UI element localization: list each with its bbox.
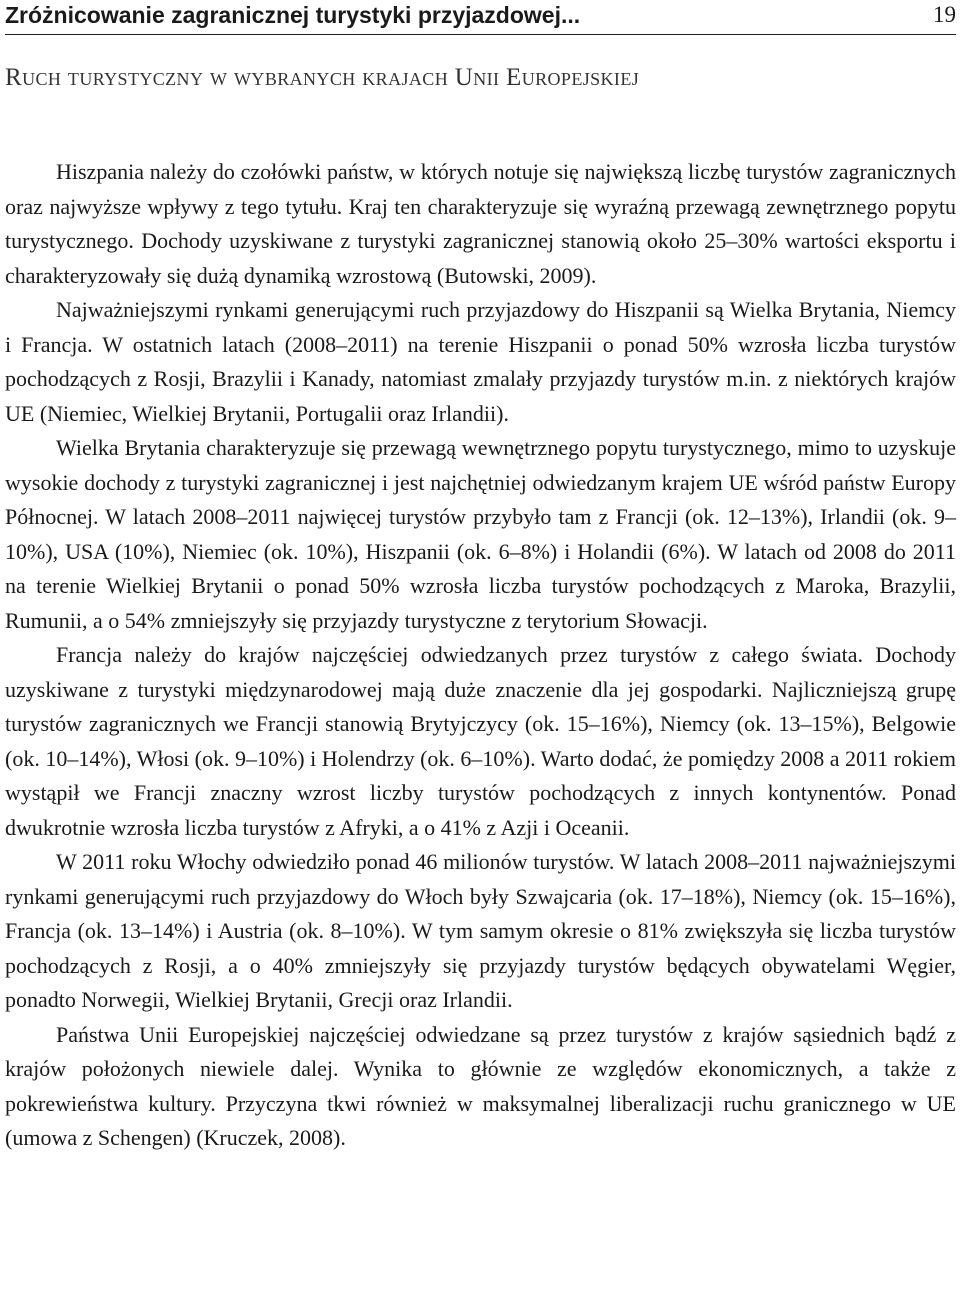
paragraph-spain-overview: Hiszpania należy do czołówki państw, w których notuje się największą liczbę turystów zagranicznych oraz najwyższe wpływy z tego tytułu. Kraj ten charakteryzuje się wyraźną przewagą zewnętrznego popytu turystycznego. Dochody uzyskiwane z turystyki zagranicznej stanowią około 25–30% wartości eksportu i charakteryzowały się dużą dynamiką wzrostową (Butowski, 2009). [5, 159, 956, 288]
running-header [5, 0, 956, 35]
section-heading: Ruch turystyczny w wybranych krajach Unii Europejskiej [5, 64, 640, 91]
paragraph-italy: W 2011 roku Włochy odwiedziło ponad 46 milionów turystów. W latach 2008–2011 najważniejszymi rynkami generującymi ruch przyjazdowy do Włoch były Szwajcaria (ok. 17–18%), Niemcy (ok. 15–16%), Francja (ok. 13–14%) i Austria (ok. 8–10%). W tym samym okresie o 81% zwiększyła się liczba turystów pochodzących z Rosji, a o 40% zmniejszyły się przyjazdy turystów będących obywatelami Węgier, ponadto Norwegii, Wielkiej Brytanii, Grecji oraz Irlandii. [5, 849, 956, 1012]
paragraph-eu-summary: Państwa Unii Europejskiej najczęściej odwiedzane są przez turystów z krajów sąsiednich bądź z krajów położonych niewiele dalej. Wynika to głównie ze względów ekonomicznych, a także z pokrewieństwa kultury. Przyczyna tkwi również w maksymalnej liberalizacji ruchu granicznego w UE (umowa z Schengen) (Kruczek, 2008). [5, 1021, 956, 1150]
document-page [5, 0, 956, 1313]
running-title: Zróżnicowanie zagranicznej turystyki przyjazdowej... [5, 2, 581, 28]
paragraph-spain-markets: Najważniejszymi rynkami generującymi ruch przyjazdowy do Hiszpanii są Wielka Brytania, Niemcy i Francja. W ostatnich latach (2008–2011) na terenie Hiszpanii o ponad 50% wzrosła liczba turystów pochodzących z Rosji, Brazylii i Kanady, natomiast zmalały przyjazdy turystów m.in. z niektórych krajów UE (Niemiec, Wielkiej Brytanii, Portugalii oraz Irlandii). [5, 297, 956, 426]
body-text [5, 155, 956, 1156]
paragraph-france: Francja należy do krajów najczęściej odwiedzanych przez turystów z całego świata. Dochody uzyskiwane z turystyki międzynarodowej mają duże znaczenie dla jej gospodarki. Najliczniejszą grupę turystów zagranicznych we Francji stanowią Brytyjczycy (ok. 15–16%), Niemcy (ok. 13–15%), Belgowie (ok. 10–14%), Włosi (ok. 9–10%) i Holendrzy (ok. 6–10%). Warto dodać, że pomiędzy 2008 a 2011 rokiem wystąpił we Francji znaczny wzrost liczby turystów pochodzących z innych kontynentów. Ponad dwukrotnie wzrosła liczba turystów z Afryki, a o 41% z Azji i Oceanii. [5, 642, 956, 840]
paragraph-great-britain: Wielka Brytania charakteryzuje się przewagą wewnętrznego popytu turystycznego, mimo to uzyskuje wysokie dochody z turystyki zagranicznej i jest najchętniej odwiedzanym krajem UE wśród państw Europy Północnej. W latach 2008–2011 najwięcej turystów przybyło tam z Francji (ok. 12–13%), Irlandii (ok. 9–10%), USA (10%), Niemiec (ok. 10%), Hiszpanii (ok. 6–8%) i Holandii (6%). W latach od 2008 do 2011 na terenie Wielkiej Brytanii o ponad 50% wzrosła liczba turystów pochodzących z Maroka, Brazylii, Rumunii, a o 54% zmniejszyły się przyjazdy turystyczne z terytorium Słowacji. [5, 435, 956, 633]
page-number: 19 [933, 2, 956, 27]
